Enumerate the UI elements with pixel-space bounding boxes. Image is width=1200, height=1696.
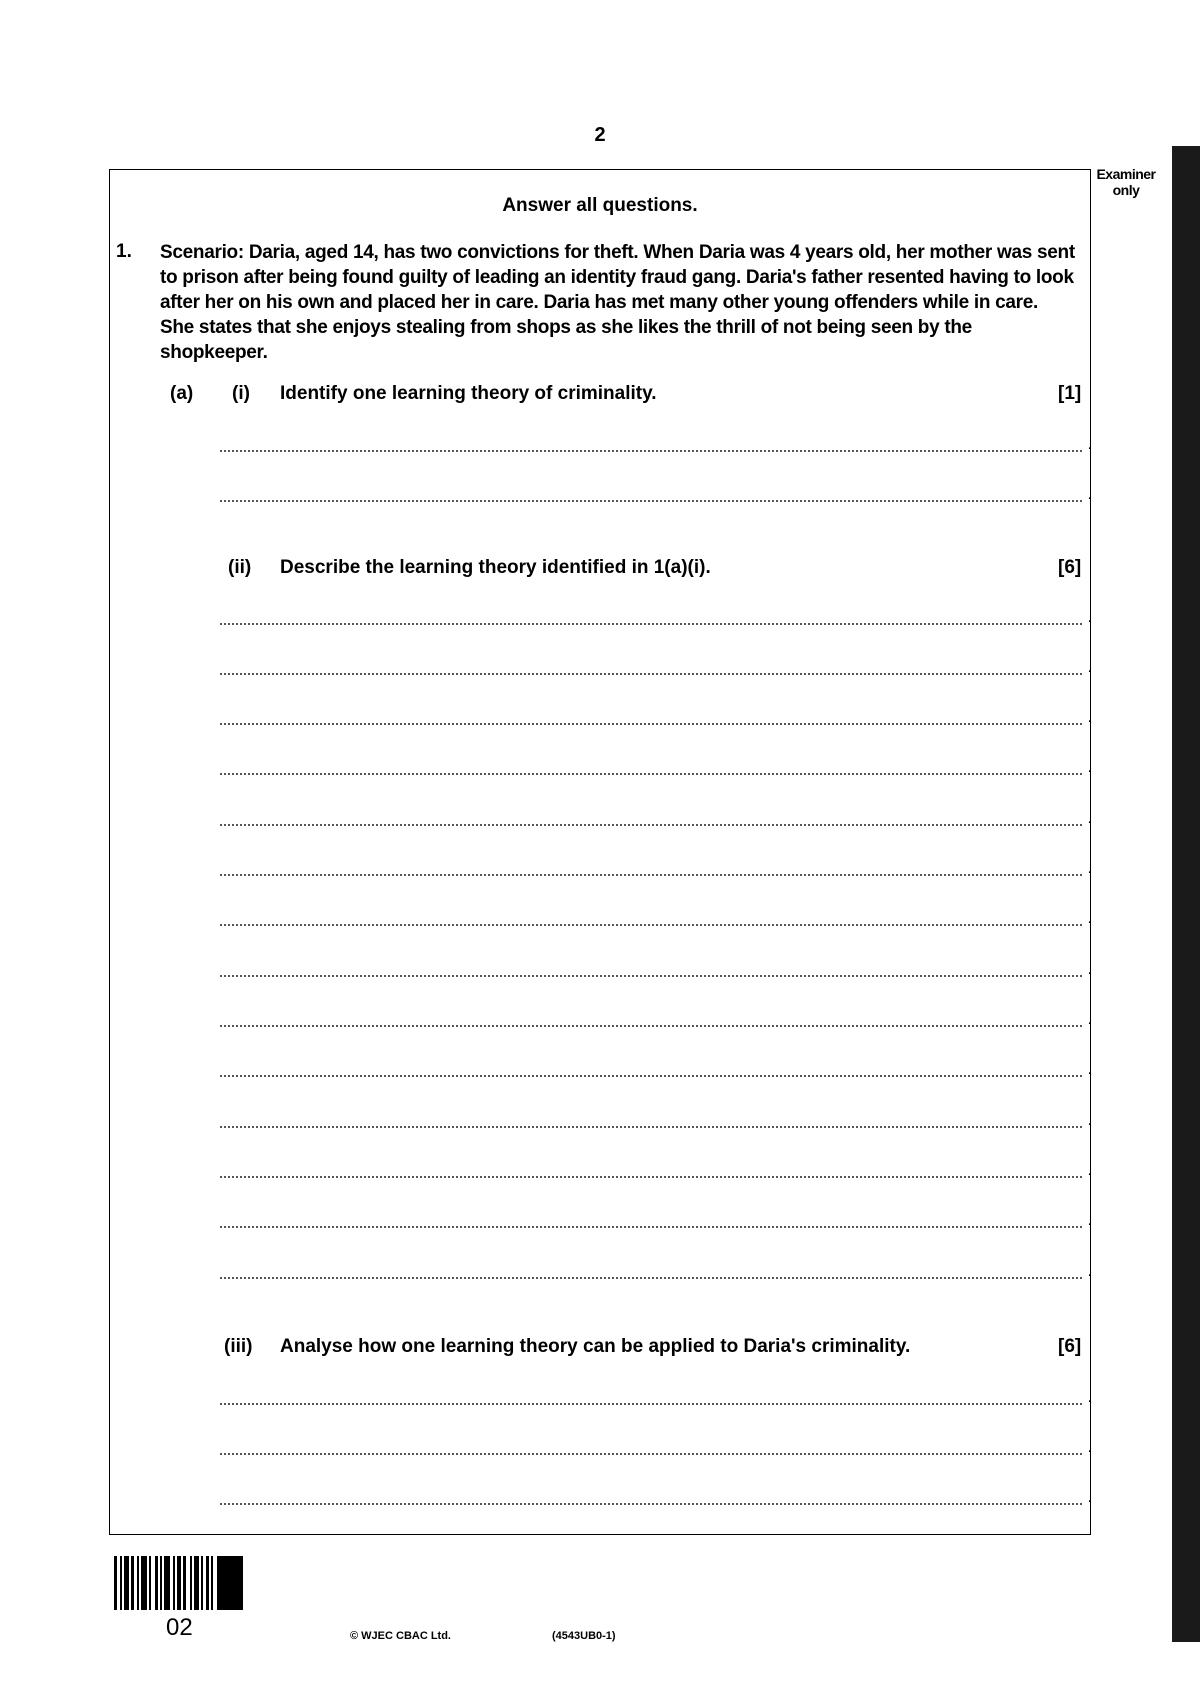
sub-iii-emph: one bbox=[401, 1336, 436, 1357]
scenario-text bbox=[160, 240, 1075, 365]
answer-line-ii-9[interactable] bbox=[220, 1025, 1082, 1027]
sub-i-marks: [1] bbox=[1058, 383, 1082, 404]
sub-ii-question: Describe the learning theory identified in 1(a)(i). bbox=[280, 557, 711, 578]
answer-line-ii-3[interactable] bbox=[220, 723, 1082, 725]
answer-line-ii-5[interactable] bbox=[220, 824, 1082, 826]
paper-code: (4543UB0-1) bbox=[552, 1630, 616, 1642]
answer-frame bbox=[109, 169, 1091, 1535]
sub-iii-marks: [6] bbox=[1058, 1336, 1082, 1357]
sub-iii-question bbox=[280, 1336, 910, 1358]
sub-iii-post: learning theory can be applied to Daria's criminality. bbox=[435, 1336, 911, 1357]
sub-iii-pre: Analyse how bbox=[280, 1336, 402, 1357]
instructions-heading: Answer all questions. bbox=[502, 195, 698, 216]
page-number: 2 bbox=[594, 124, 606, 146]
part-a-label: (a) bbox=[170, 383, 194, 404]
barcode bbox=[114, 1556, 252, 1610]
sub-ii-label: (ii) bbox=[228, 557, 252, 578]
margin-bar bbox=[1172, 146, 1200, 1642]
scenario-label: Scenario bbox=[160, 242, 238, 263]
page-code: 02 bbox=[166, 1614, 193, 1641]
answer-line-ii-7[interactable] bbox=[220, 924, 1082, 926]
answer-line-ii-10[interactable] bbox=[220, 1075, 1082, 1077]
sub-i-question bbox=[280, 383, 657, 405]
examiner-only-label: Examiner only bbox=[1096, 166, 1156, 198]
answer-line-ii-4[interactable] bbox=[220, 773, 1082, 775]
answer-line-i-2[interactable] bbox=[220, 500, 1082, 502]
answer-line-ii-8[interactable] bbox=[220, 975, 1082, 977]
copyright: © WJEC CBAC Ltd. bbox=[350, 1630, 451, 1642]
sub-ii-marks: [6] bbox=[1058, 557, 1082, 578]
answer-line-ii-13[interactable] bbox=[220, 1226, 1082, 1228]
answer-line-ii-6[interactable] bbox=[220, 874, 1082, 876]
answer-line-ii-11[interactable] bbox=[220, 1126, 1082, 1128]
answer-line-ii-1[interactable] bbox=[220, 623, 1082, 625]
answer-line-ii-12[interactable] bbox=[220, 1176, 1082, 1178]
question-number: 1. bbox=[116, 241, 132, 262]
sub-i-emph: one bbox=[352, 383, 387, 404]
answer-line-iii-2[interactable] bbox=[220, 1453, 1082, 1455]
answer-line-ii-14[interactable] bbox=[220, 1277, 1082, 1279]
answer-line-iii-3[interactable] bbox=[220, 1503, 1082, 1505]
scenario-body: : Daria, aged 14, has two convictions for theft. When Daria was 4 years old, her mother was sent to prison after being found guilty of leading an identity fraud gang. Daria's father resented having to look after her on his own and placed her in care. Daria has met many other young offenders while in care. She states that she enjoys stealing from shops as she likes the thrill of not being seen by the shopkeeper. bbox=[160, 242, 1075, 363]
sub-i-post: learning theory of criminality. bbox=[386, 383, 657, 404]
answer-line-ii-2[interactable] bbox=[220, 673, 1082, 675]
answer-line-i-1[interactable] bbox=[220, 450, 1082, 452]
sub-i-label: (i) bbox=[232, 383, 250, 404]
answer-line-iii-1[interactable] bbox=[220, 1403, 1082, 1405]
sub-iii-label: (iii) bbox=[224, 1336, 253, 1357]
sub-i-pre: Identify bbox=[280, 383, 353, 404]
